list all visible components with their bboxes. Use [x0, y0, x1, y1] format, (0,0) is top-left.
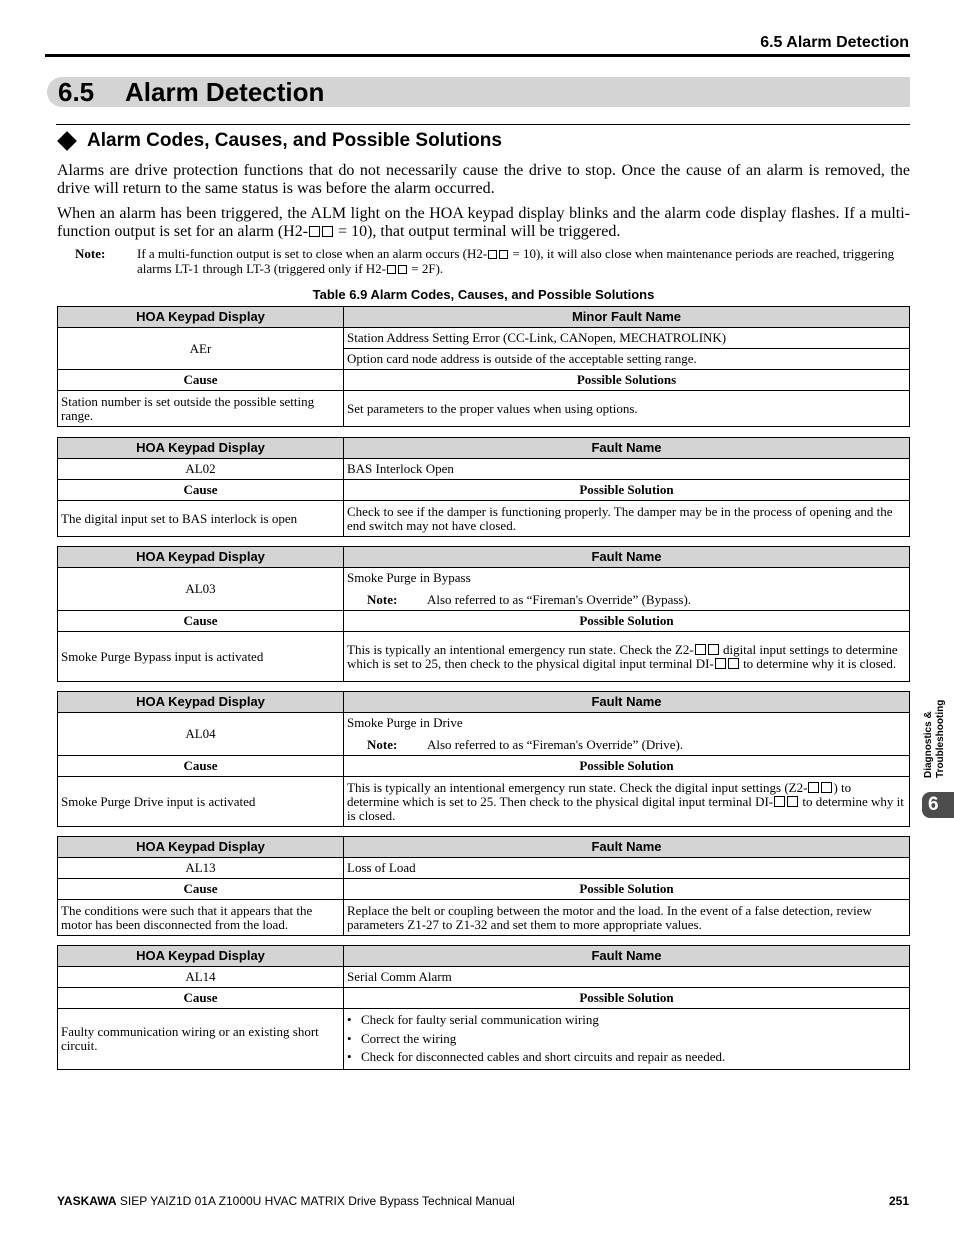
placeholder-box-icon: [499, 250, 508, 259]
chapter-label-line: Diagnostics &: [923, 711, 934, 778]
section-title: Alarm Detection: [125, 77, 325, 107]
alarm-paragraph: [57, 205, 910, 240]
placeholder-box-icon: [322, 226, 333, 237]
alarm-table-al02: [57, 437, 910, 537]
placeholder-box-icon: [695, 644, 706, 655]
fault-note-label: Note:: [367, 592, 398, 607]
solution-header: Possible Solutions: [344, 370, 910, 391]
solution-cell: Replace the belt or coupling between the motor and the load. In the event of a false detection, review parameters Z1-27 to Z1-32 and set them to more appropriate values.: [344, 900, 910, 936]
fault-note-text: Also referred to as “Fireman's Override” (Bypass).: [427, 592, 692, 607]
list-item: • Correct the wiring: [347, 1030, 906, 1049]
running-header: 6.5 Alarm Detection: [760, 34, 909, 51]
cause-cell: Smoke Purge Drive input is activated: [58, 777, 344, 827]
column-header: Fault Name: [344, 438, 910, 459]
fault-name-cell: [344, 713, 910, 756]
column-header: Fault Name: [344, 692, 910, 713]
solution-cell: [344, 777, 910, 827]
fault-name: Smoke Purge in Bypass: [347, 570, 471, 585]
column-header: Fault Name: [344, 837, 910, 858]
placeholder-box-icon: [488, 250, 497, 259]
solution-cell: [344, 1009, 910, 1070]
solution-text: This is typically an intentional emergency run state. Check the Z2-: [347, 641, 694, 657]
fault-name: Serial Comm Alarm: [344, 967, 910, 988]
intro-paragraph: Alarms are drive protection functions that do not necessarily cause the drive to stop. Once the cause of an alarm is removed, the drive will return to the same status is was before the alarm occurred.: [57, 162, 910, 197]
footer-brand: YASKAWA: [57, 1194, 117, 1208]
solution-header: Possible Solution: [344, 756, 910, 777]
fault-name: Smoke Purge in Drive: [347, 715, 463, 730]
page-number: 251: [888, 1194, 909, 1208]
fault-name: Station Address Setting Error (CC-Link, CANopen, MECHATROLINK): [344, 328, 910, 349]
alarm-table-al03: [57, 546, 910, 682]
alarm-table-al14: [57, 945, 910, 1070]
cause-cell: The conditions were such that it appears that the motor has been disconnected from the load.: [58, 900, 344, 936]
solution-header: Possible Solution: [344, 611, 910, 632]
fault-name: Loss of Load: [344, 858, 910, 879]
alarm-code: AEr: [58, 328, 344, 370]
note: [75, 247, 910, 276]
fault-name-detail: Option card node address is outside of the acceptable setting range.: [344, 349, 910, 370]
chapter-label-line: Troubleshooting: [935, 699, 946, 778]
alarm-table-aer: [57, 306, 910, 427]
cause-header: Cause: [58, 756, 344, 777]
fault-note-text: Also referred to as “Fireman's Override” (Drive).: [427, 737, 684, 752]
list-item: • Check for disconnected cables and short circuits and repair as needed.: [347, 1048, 906, 1067]
column-header: HOA Keypad Display: [58, 692, 344, 713]
solution-text: digital input settings to determine which is set to 25, then check to the physical digital input terminal DI-: [347, 641, 898, 671]
cause-header: Cause: [58, 480, 344, 501]
alarm-code: AL13: [58, 858, 344, 879]
solution-list: [347, 1011, 906, 1067]
subsection-heading: [57, 130, 502, 152]
fault-note: [367, 738, 906, 752]
footer-manual-title: SIEP YAIZ1D 01A Z1000U HVAC MATRIX Drive Bypass Technical Manual: [116, 1194, 515, 1208]
alarm-table-al04: [57, 691, 910, 827]
diamond-bullet-icon: [57, 131, 77, 151]
fault-name: BAS Interlock Open: [344, 459, 910, 480]
chapter-tab: 6: [922, 792, 954, 818]
column-header: Fault Name: [344, 946, 910, 967]
cause-cell: The digital input set to BAS interlock is open: [58, 501, 344, 537]
placeholder-box-icon: [808, 782, 819, 793]
column-header: Minor Fault Name: [344, 307, 910, 328]
solution-cell: [344, 632, 910, 682]
column-header: HOA Keypad Display: [58, 307, 344, 328]
list-item: • Check for faulty serial communication wiring: [347, 1011, 906, 1030]
section-heading: [47, 77, 910, 107]
placeholder-box-icon: [708, 644, 719, 655]
section-rule: [56, 124, 910, 125]
placeholder-box-icon: [398, 265, 407, 274]
note-label: Note:: [75, 246, 106, 261]
alarm-paragraph-text: When an alarm has been triggered, the ALM light on the HOA keypad display blinks and the alarm code display flashes. If a multi-function output is set for an alarm (H2-: [57, 205, 910, 240]
alarm-table-al13: [57, 836, 910, 936]
solution-header: Possible Solution: [344, 480, 910, 501]
cause-header: Cause: [58, 611, 344, 632]
subsection-title: Alarm Codes, Causes, and Possible Solutions: [87, 130, 502, 151]
alarm-code: AL02: [58, 459, 344, 480]
note-text-part: = 10), it will also close when maintenance periods are reached, triggering alarms LT-1 through LT-3 (triggered only if H2-: [137, 246, 895, 276]
note-text-part: = 2F).: [408, 260, 444, 276]
fault-note-label: Note:: [367, 737, 398, 752]
alarm-code: AL14: [58, 967, 344, 988]
cause-cell: Smoke Purge Bypass input is activated: [58, 632, 344, 682]
cause-header: Cause: [58, 370, 344, 391]
placeholder-box-icon: [387, 265, 396, 274]
section-number: 6.5: [58, 77, 95, 107]
cause-header: Cause: [58, 988, 344, 1009]
cause-cell: Station number is set outside the possible setting range.: [58, 391, 344, 427]
placeholder-box-icon: [787, 796, 798, 807]
fault-note: [367, 593, 906, 607]
column-header: HOA Keypad Display: [58, 946, 344, 967]
note-text-part: If a multi-function output is set to close when an alarm occurs (H2-: [137, 246, 488, 261]
table-caption: Table 6.9 Alarm Codes, Causes, and Possible Solutions: [312, 287, 655, 302]
solution-text: to determine why it is closed.: [739, 655, 897, 671]
solution-header: Possible Solution: [344, 988, 910, 1009]
footer: [57, 1194, 515, 1208]
placeholder-box-icon: [774, 796, 785, 807]
solution-header: Possible Solution: [344, 879, 910, 900]
chapter-side-label: [923, 678, 947, 778]
placeholder-box-icon: [715, 658, 726, 669]
placeholder-box-icon: [309, 226, 320, 237]
note-text: [137, 247, 910, 276]
placeholder-box-icon: [821, 782, 832, 793]
alarm-code: AL04: [58, 713, 344, 756]
solution-cell: Check to see if the damper is functioning properly. The damper may be in the process of opening and the end switch may not have closed.: [344, 501, 910, 537]
column-header: HOA Keypad Display: [58, 438, 344, 459]
column-header: Fault Name: [344, 547, 910, 568]
header-rule: [45, 54, 910, 57]
solution-text: to determine why it is closed.: [347, 793, 904, 823]
cause-cell: Faulty communication wiring or an existing short circuit.: [58, 1009, 344, 1070]
solution-text: This is typically an intentional emergency run state. Check the digital input settings (Z2-: [347, 779, 808, 795]
placeholder-box-icon: [728, 658, 739, 669]
column-header: HOA Keypad Display: [58, 547, 344, 568]
cause-header: Cause: [58, 879, 344, 900]
alarm-code: AL03: [58, 568, 344, 611]
solution-text: ) to determine which is set to 25. Then check to the physical digital input terminal DI-: [347, 779, 852, 809]
alarm-paragraph-text: = 10), that output terminal will be triggered.: [334, 222, 621, 240]
fault-name-cell: [344, 568, 910, 611]
solution-cell: Set parameters to the proper values when using options.: [344, 391, 910, 427]
column-header: HOA Keypad Display: [58, 837, 344, 858]
